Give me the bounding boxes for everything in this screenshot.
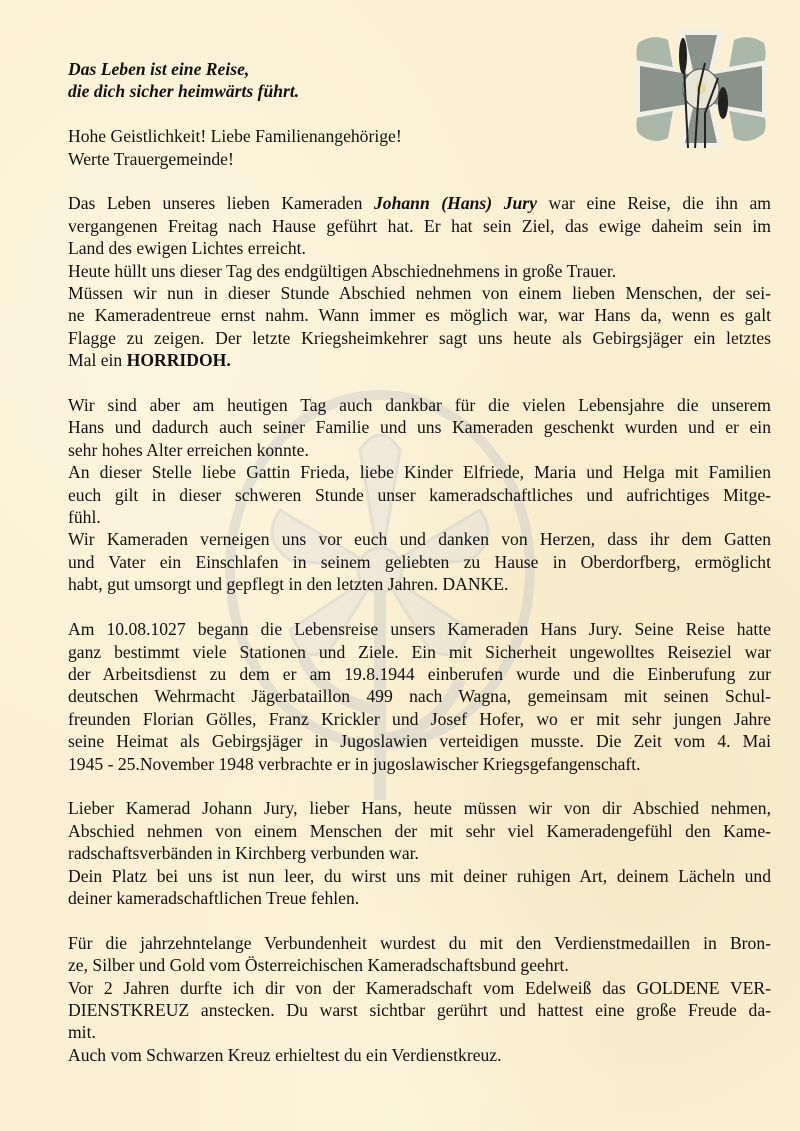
motto-line-1: Das Leben ist eine Reise, [68, 59, 250, 79]
paragraph-line: vergangenen Freitag nach Hause geführt hat. Er hat sein Ziel, das ewige daheim sein im [68, 215, 771, 236]
paragraph-line: habt, gut umsorgt und gepflegt in den letzten Jahren. DANKE. [68, 574, 509, 595]
paragraph-line: 1945 - 25.November 1948 verbrachte er in jugoslawischer Kriegsgefangenschaft. [68, 753, 641, 774]
paragraph-line: freunden Florian Gölles, Franz Krickler und Josef Hofer, wo er mit sehr jungen Jahre [68, 708, 771, 729]
paragraph-line: Hans und dadurch auch seiner Familie und uns Kameraden geschenkt wurden und er ein [68, 417, 771, 438]
paragraph-line: sehr hohes Alter erreichen konnte. [68, 439, 309, 460]
eulogy-document [68, 58, 771, 1089]
paragraph-2 [68, 394, 771, 596]
paragraph-line: der Arbeitsdienst zu dem er am 19.8.1944 einberufen wurde und die Einberufung zur [68, 663, 771, 684]
paragraph-1 [68, 192, 771, 371]
greeting [68, 125, 771, 170]
paragraph-line: Flagge zu zeigen. Der letzte Kriegsheimkehrer sagt uns heute als Gebirgsjäger ein letztes [68, 327, 771, 348]
paragraph-line: Abschied nehmen von einem Menschen der mit sehr viel Kameradengefühl den Kame- [68, 820, 771, 841]
paragraph-3 [68, 618, 771, 775]
paragraph-line: fühl. [68, 507, 101, 528]
paragraph-line: Dein Platz bei uns ist nun leer, du wirst uns mit deiner ruhigen Art, deinem Lächeln und [68, 865, 771, 886]
paragraph-line: radschaftsverbänden in Kirchberg verbunden war. [68, 843, 419, 864]
paragraph-line [68, 192, 771, 214]
paragraph-line: Auch vom Schwarzen Kreuz erhieltest du ein Verdienstkreuz. [68, 1044, 502, 1065]
motto-line-2: die dich sicher heimwärts führt. [68, 81, 300, 102]
text: Mal ein [68, 350, 127, 371]
paragraph-line: Land des ewigen Lichtes erreicht. [68, 238, 306, 259]
paragraph-line: Müssen wir nun in dieser Stunde Abschied nehmen von einem lieben Menschen, der sei- [68, 283, 771, 304]
paragraph-line: An dieser Stelle liebe Gattin Frieda, liebe Kinder Elfriede, Maria und Helga mit Familien [68, 462, 771, 483]
horridoh: HORRIDOH. [126, 350, 231, 371]
paragraph-line: deutschen Wehrmacht Jägerbataillon 499 nach Wagna, gemeinsam mit seinen Schul- [68, 686, 771, 707]
paragraph-line: DIENSTKREUZ anstecken. Du warst sichtbar gerührt und hattest eine große Freude da- [68, 999, 771, 1020]
paragraph-line: mit. [68, 1022, 96, 1043]
paragraph-line: Heute hüllt uns dieser Tag des endgültigen Abschiednehmens in große Trauer. [68, 260, 617, 281]
paragraph-line: seine Heimat als Gebirgsjäger in Jugoslawien verteidigen musste. Die Zeit vom 4. Mai [68, 731, 771, 752]
paragraph-line: Lieber Kamerad Johann Jury, lieber Hans, heute müssen wir von dir Abschied nehmen, [68, 798, 771, 819]
paragraph-line: ganz bestimmt viele Stationen und Ziele. Ein mit Sicherheit ungewolltes Reiseziel war [68, 641, 771, 662]
paragraph-line: ze, Silber und Gold vom Österreichischen Kameradschaftsbund geehrt. [68, 955, 569, 976]
paragraph-line: euch gilt in dieser schweren Stunde unser kameradschaftliches und aufrichtiges Mitge- [68, 484, 771, 505]
text: war eine Reise, die ihn am [536, 193, 771, 214]
paragraph-line: deiner kameradschaftlichen Treue fehlen. [68, 887, 360, 908]
greeting-line-1: Hohe Geistlichkeit! Liebe Familienangehörige! [68, 126, 402, 147]
paragraph-line: Am 10.08.1027 begann die Lebensreise unsers Kameraden Hans Jury. Seine Reise hatte [68, 619, 771, 640]
paragraph-5 [68, 932, 771, 1066]
paragraph-line: und Vater ein Einschlafen in seinem geliebten zu Hause in Oberdorfberg, ermöglicht [68, 551, 771, 572]
deceased-name: Johann (Hans) Jury [373, 193, 537, 214]
paragraph-line [68, 349, 771, 371]
text: Das Leben unseres lieben Kameraden [68, 193, 374, 214]
paragraph-line: Wir Kameraden verneigen uns vor euch und danken von Herzen, dass ihr dem Gatten [68, 529, 771, 550]
paragraph-line: ne Kameradentreue ernst nahm. Wann immer es möglich war, war Hans da, wenn es galt [68, 305, 771, 326]
greeting-line-2: Werte Trauergemeinde! [68, 148, 234, 169]
motto [68, 58, 771, 103]
paragraph-line: Vor 2 Jahren durfte ich dir von der Kameradschaft vom Edelweiß das GOLDENE VER- [68, 977, 771, 998]
paragraph-line: Wir sind aber am heutigen Tag auch dankbar für die vielen Lebensjahre die unserem [68, 395, 771, 416]
paragraph-4 [68, 797, 771, 909]
paragraph-line: Für die jahrzehntelange Verbundenheit wurdest du mit den Verdienstmedaillen in Bron- [68, 932, 771, 953]
